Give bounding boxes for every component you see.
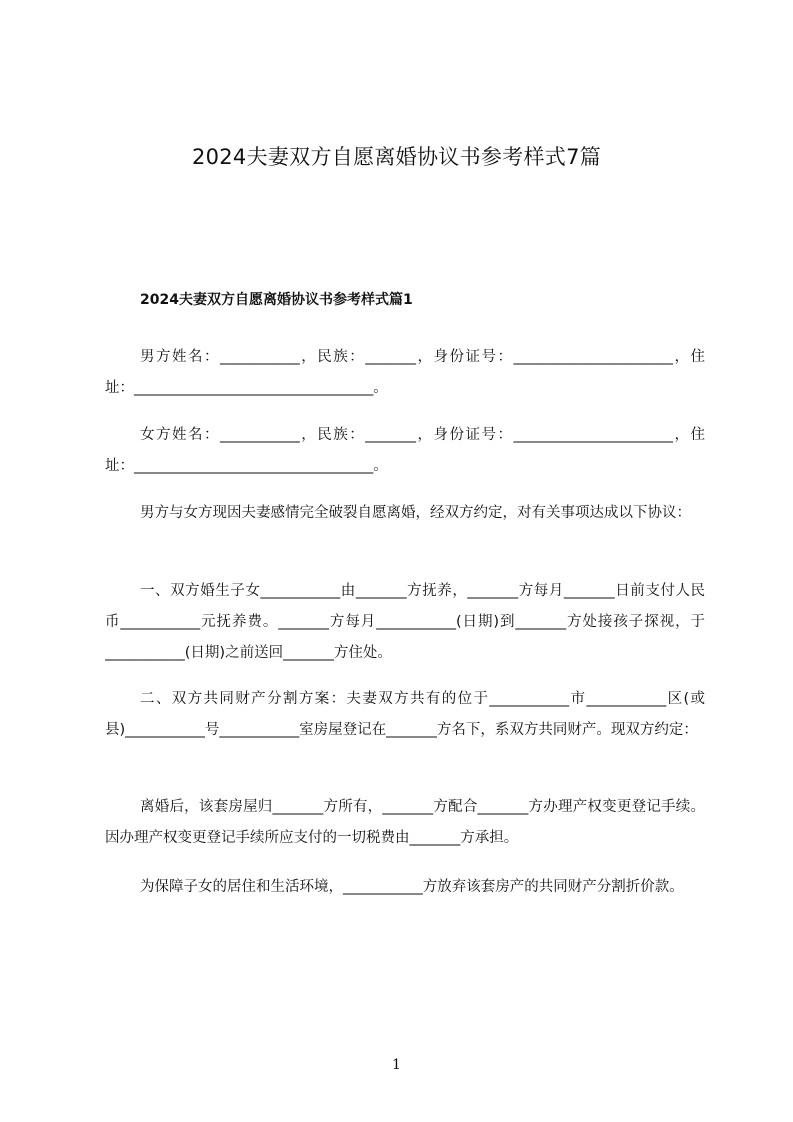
document-title: 2024夫妻双方自愿离婚协议书参考样式7篇 — [191, 145, 602, 169]
paragraph-child-custody: 一、双方婚生子女___________由_______方抚养，_______方每月_______日前支付人民币___________元抚养费。_______方每月___________(日期)到_______方处接孩子探视，于___________(日期)之前送回_______方住处。 — [105, 583, 705, 661]
paragraph-property-division: 二、双方共同财产分割方案：夫妻双方共有的位于___________市___________区(或县)___________号___________室房屋登记在_______方名下，系双方共同财产。现双方约定： — [105, 691, 705, 738]
paragraph-waiver: 为保障子女的居住和生活环境，___________方放弃该套房产的共同财产分割折价款。 — [140, 879, 684, 895]
paragraph-female-info: 女方姓名：___________，民族：_______，身份证号：______________________，住址：_________________________________。 — [105, 427, 705, 474]
section-heading: 2024夫妻双方自愿离婚协议书参考样式篇1 — [140, 292, 413, 308]
paragraph-agreement-intro: 男方与女方现因夫妻感情完全破裂自愿离婚，经双方约定，对有关事项达成以下协议： — [140, 505, 691, 521]
page-number: 1 — [392, 1057, 401, 1073]
paragraph-male-info: 男方姓名：___________，民族：_______，身份证号：______________________，住址：_________________________________。 — [105, 349, 705, 396]
paragraph-house-ownership: 离婚后，该套房屋归_______方所有，_______方配合_______方办理产权变更登记手续。因办理产权变更登记手续所应支付的一切税费由_______方承担。 — [105, 799, 705, 846]
